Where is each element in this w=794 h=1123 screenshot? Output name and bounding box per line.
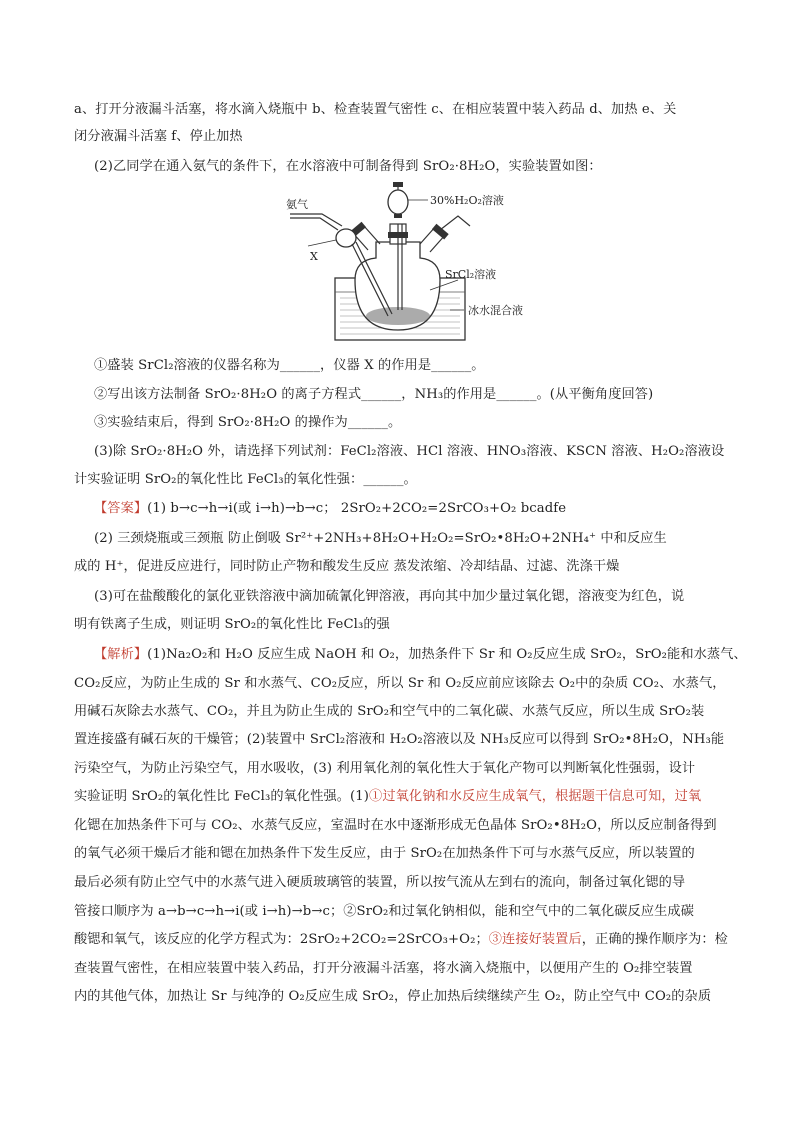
apparatus-figure (280, 180, 570, 350)
text-line (94, 386, 744, 404)
line-text: 内的其他气体，加热让 Sr 与纯净的 O₂反应生成 SrO₂，停止加热后续继续产生 O₂，防止空气中 CO₂的杂质 (74, 989, 712, 1004)
line-text: 的氧气必须干燥后才能和锶在加热条件下发生反应，由于 SrO₂在加热条件下可与水蒸气反应，所以装置的 (74, 846, 695, 861)
label-srcl2: SrCl₂溶液 (445, 268, 497, 281)
line-text: (1) b→c→h→i(或 i→h)→b→c； 2SrO₂+2CO₂=2SrCO₃+O₂ bcadfe (147, 501, 567, 516)
line-text: 实验证明 SrO₂的氧化性比 FeCl₃的氧化性强。(1) (74, 789, 370, 804)
label-ammonia: 氨气 (286, 198, 308, 211)
text-line (94, 588, 744, 606)
text-line (94, 414, 744, 432)
line-text-rest: ，正确的操作顺序为：检 (581, 932, 728, 947)
text-line (94, 158, 744, 176)
highlight-text: ③连接好装置后 (488, 932, 582, 947)
text-line (94, 530, 744, 548)
line-text: 查装置气密性，在相应装置中装入药品，打开分液漏斗活塞，将水滴入烧瓶中，以便用产生的 O₂排空装置 (74, 961, 693, 976)
text-line (94, 357, 744, 375)
apparatus-diagram (280, 180, 570, 350)
line-text: (3)除 SrO₂·8H₂O 外，请选择下列试剂：FeCl₂溶液、HCl 溶液、HNO₃溶液、KSCN 溶液、H₂O₂溶液设 (94, 444, 725, 459)
line-text: CO₂反应，为防止生成的 Sr 和水蒸气、CO₂反应，所以 Sr 和 O₂反应前应该除去 O₂中的杂质 CO₂、水蒸气， (74, 676, 726, 691)
text-line (74, 731, 724, 749)
line-text: 管接口顺序为 a→b→c→h→i(或 i→h)→b→c；②SrO₂和过氧化钠相似，能和空气中的二氧化碳反应生成碳 (74, 904, 694, 919)
line-text: 闭分液漏斗活塞 f、停止加热 (74, 129, 243, 144)
label-icewater: 冰水混合液 (468, 304, 523, 317)
section-tag: 【答案】 (94, 501, 148, 516)
line-text: 计实验证明 SrO₂的氧化性比 FeCl₃的氧化性强：______。 (74, 472, 417, 487)
line-text: (2) 三颈烧瓶或三颈瓶 防止倒吸 Sr²⁺+2NH₃+8H₂O+H₂O₂=SrO₂•8H₂O+2NH₄⁺ 中和反应生 (94, 531, 667, 546)
line-text: (3)可在盐酸酸化的氯化亚铁溶液中滴加硫氰化钾溶液，再向其中加少量过氧化锶，溶液变为红色，说 (94, 589, 685, 604)
line-text: 明有铁离子生成，则证明 SrO₂的氧化性比 FeCl₃的强 (74, 617, 390, 632)
line-text: (1)Na₂O₂和 H₂O 反应生成 NaOH 和 O₂，加热条件下 Sr 和 O₂反应生成 SrO₂，SrO₂能和水蒸气、 (147, 647, 747, 662)
text-line (74, 760, 724, 778)
line-text: a、打开分液漏斗活塞，将水滴入烧瓶中 b、检查装置气密性 c、在相应装置中装入药品 d、加热 e、关 (74, 102, 677, 117)
line-text: 置连接盛有碱石灰的干燥管；(2)装置中 SrCl₂溶液和 H₂O₂溶液以及 NH₃反应可以得到 SrO₂•8H₂O，NH₃能 (74, 732, 725, 747)
text-line (94, 443, 744, 461)
text-line (74, 558, 724, 576)
text-line (74, 471, 724, 489)
text-line (74, 874, 724, 892)
text-line (74, 817, 724, 835)
line-text: 成的 H⁺，促进反应进行，同时防止产物和酸发生反应 蒸发浓缩、冷却结晶、过滤、洗涤干燥 (74, 559, 620, 574)
text-line (74, 128, 724, 146)
line-text: ②写出该方法制备 SrO₂·8H₂O 的离子方程式______，NH₃的作用是______。(从平衡角度回答) (94, 387, 654, 402)
line-text: (2)乙同学在通入氨气的条件下，在水溶液中可制备得到 SrO₂·8H₂O，实验装置如图： (94, 159, 602, 174)
text-line (94, 500, 744, 518)
label-x: X (310, 250, 318, 263)
line-text: 化锶在加热条件下可与 CO₂、水蒸气反应，室温时在水中逐渐形成无色晶体 SrO₂•8H₂O，所以反应制备得到 (74, 818, 717, 833)
line-text: 用碱石灰除去水蒸气、CO₂，并且为防止生成的 SrO₂和空气中的二氧化碳、水蒸气反应，所以生成 SrO₂装 (74, 704, 705, 719)
line-text: 酸锶和氧气，该反应的化学方程式为：2SrO₂+2CO₂=2SrCO₃+O₂； (74, 932, 489, 947)
line-text: 污染空气，为防止污染空气，用水吸收，(3) 利用氧化剂的氧化性大于氧化产物可以判断氧化性强弱，设计 (74, 761, 696, 776)
text-line (74, 101, 724, 119)
text-line (74, 788, 724, 806)
label-h2o2: 30%H₂O₂溶液 (430, 194, 504, 207)
text-line (74, 703, 724, 721)
section-tag: 【解析】 (94, 647, 148, 662)
line-text: ①盛装 SrCl₂溶液的仪器名称为______，仪器 X 的作用是______。 (94, 358, 485, 373)
text-line (74, 931, 728, 949)
text-line (74, 845, 724, 863)
line-text: ③实验结束后，得到 SrO₂·8H₂O 的操作为______。 (94, 415, 402, 430)
highlight-text: ①过氧化钠和水反应生成氧气，根据题干信息可知，过氧 (369, 789, 702, 804)
text-line (94, 646, 747, 664)
text-line (74, 960, 724, 978)
text-line (74, 675, 724, 693)
text-line (74, 903, 724, 921)
text-line (74, 988, 724, 1006)
text-line (74, 616, 724, 634)
line-text: 最后必须有防止空气中的水蒸气进入硬质玻璃管的装置，所以按气流从左到右的流向，制备过氧化锶的导 (74, 875, 686, 890)
